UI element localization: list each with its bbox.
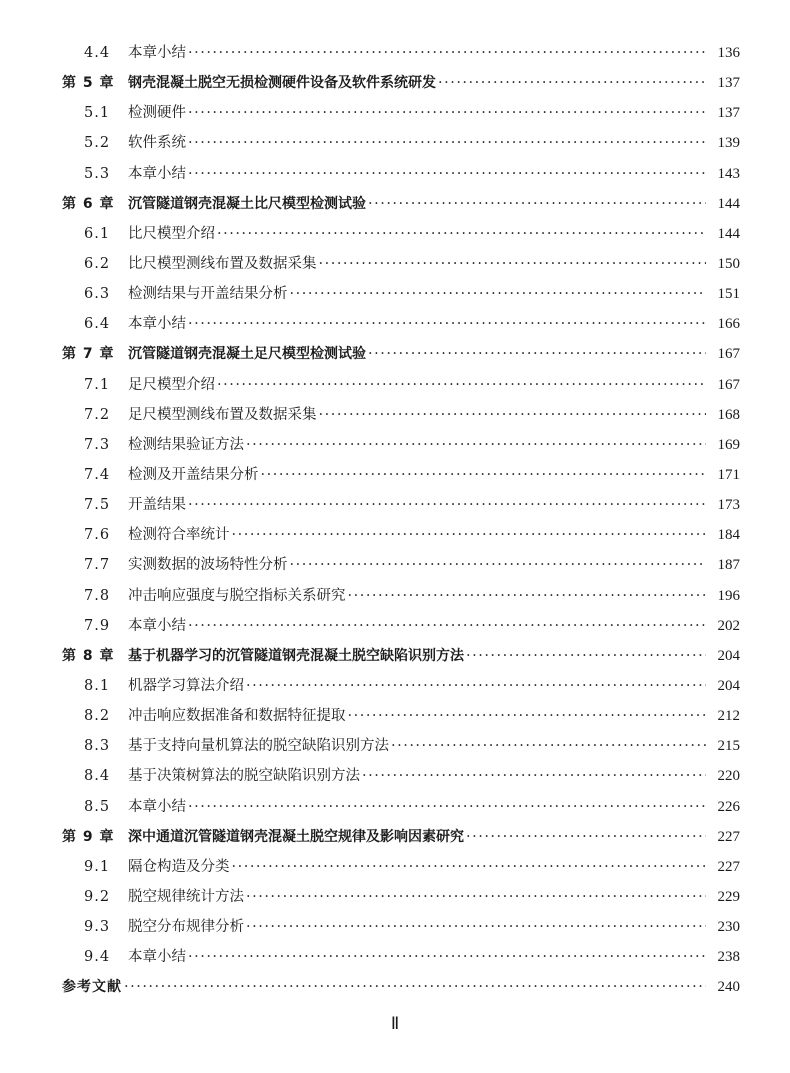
toc-entry-number: 第 5 章 [62, 75, 115, 92]
toc-entry-title: 比尺模型介绍 [128, 225, 215, 242]
toc-entry-page: 220 [717, 768, 740, 785]
toc-section-entry[interactable] [62, 550, 740, 580]
dot-leader [124, 972, 706, 1002]
toc-entry-title: 足尺模型介绍 [128, 376, 215, 393]
dot-leader [368, 339, 706, 369]
dot-leader [188, 611, 706, 641]
toc-chapter-entry[interactable] [62, 68, 740, 98]
toc-entry-title: 脱空规律统计方法 [128, 888, 244, 905]
toc-entry-number: 7.6 [84, 527, 111, 544]
toc-entry-number: 7.4 [84, 466, 111, 483]
toc-entry-number: 6.2 [84, 255, 111, 272]
toc-entry-number: 第 7 章 [62, 346, 115, 363]
toc-entry-page: 144 [717, 225, 740, 242]
toc-entry-title: 基于支持向量机算法的脱空缺陷识别方法 [128, 738, 389, 755]
toc-entry-page: 204 [717, 647, 740, 664]
toc-entry-title: 本章小结 [128, 798, 186, 815]
dot-leader [319, 400, 707, 430]
toc-entry-number: 5.1 [84, 105, 111, 122]
dot-leader [319, 249, 707, 279]
dot-leader [438, 68, 706, 98]
dot-leader [290, 279, 707, 309]
toc-entry-title: 检测及开盖结果分析 [128, 466, 259, 483]
toc-entry-title: 基于机器学习的沉管隧道钢壳混凝土脱空缺陷识别方法 [128, 647, 464, 664]
toc-entry-page: 187 [717, 557, 740, 574]
toc-entry-title: 开盖结果 [128, 497, 186, 514]
toc-section-entry[interactable] [62, 882, 740, 912]
toc-section-entry[interactable] [62, 490, 740, 520]
toc-entry-page: 215 [717, 738, 740, 755]
toc-entry-number: 7.5 [84, 497, 111, 514]
toc-section-entry[interactable] [62, 671, 740, 701]
dot-leader [466, 641, 706, 671]
toc-entry-title: 冲击响应数据准备和数据特征提取 [128, 708, 346, 725]
toc-section-entry[interactable] [62, 761, 740, 791]
dot-leader [232, 852, 707, 882]
toc-entry-page: 212 [717, 708, 740, 725]
toc-entry-number: 9.1 [84, 858, 111, 875]
dot-leader [246, 912, 706, 942]
toc-entry-page: 227 [717, 828, 740, 845]
toc-entry-title: 检测结果与开盖结果分析 [128, 286, 288, 303]
toc-entry-title: 检测结果验证方法 [128, 436, 244, 453]
toc-entry-title: 检测硬件 [128, 105, 186, 122]
toc-entry-page: 144 [717, 195, 740, 212]
toc-entry-title: 基于决策树算法的脱空缺陷识别方法 [128, 768, 360, 785]
toc-entry-page: 184 [717, 527, 740, 544]
toc-entry-title: 参考文献 [62, 979, 122, 996]
dot-leader [246, 671, 706, 701]
toc-entry-page: 204 [717, 677, 740, 694]
page-number: Ⅱ [390, 1014, 400, 1033]
dot-leader [188, 38, 706, 68]
dot-leader [246, 882, 706, 912]
toc-entry-page: 151 [717, 286, 740, 303]
toc-entry-title: 沉管隧道钢壳混凝土足尺模型检测试验 [128, 346, 366, 363]
dot-leader [466, 822, 706, 852]
toc-entry-title: 检测符合率统计 [128, 527, 230, 544]
toc-entry-title: 本章小结 [128, 949, 186, 966]
toc-section-entry[interactable] [62, 219, 740, 249]
toc-entry-number: 8.4 [84, 768, 111, 785]
dot-leader [290, 550, 707, 580]
toc-entry-page: 150 [717, 255, 740, 272]
toc-section-entry[interactable] [62, 611, 740, 641]
toc-section-entry[interactable] [62, 98, 740, 128]
toc-section-entry[interactable] [62, 38, 740, 68]
toc-entry-number: 5.3 [84, 165, 111, 182]
toc-chapter-entry[interactable] [62, 822, 740, 852]
toc-chapter-entry[interactable] [62, 189, 740, 219]
dot-leader [188, 490, 706, 520]
toc-entry-title: 脱空分布规律分析 [128, 919, 244, 936]
toc-entry-number: 8.2 [84, 708, 111, 725]
toc-entry-page: 196 [717, 587, 740, 604]
toc-entry-title: 本章小结 [128, 165, 186, 182]
toc-entry-title: 钢壳混凝土脱空无损检测硬件设备及软件系统研发 [128, 75, 436, 92]
toc-entry-page: 238 [717, 949, 740, 966]
toc-entry-page: 166 [717, 316, 740, 333]
toc-entry-number: 第 9 章 [62, 828, 115, 845]
toc-entry-title: 实测数据的波场特性分析 [128, 557, 288, 574]
table-of-contents [62, 38, 740, 1003]
toc-entry-title: 沉管隧道钢壳混凝土比尺模型检测试验 [128, 195, 366, 212]
toc-section-entry[interactable] [62, 370, 740, 400]
toc-entry-page: 226 [717, 798, 740, 815]
toc-entry-number: 6.1 [84, 225, 111, 242]
toc-section-entry[interactable] [62, 731, 740, 761]
dot-leader [368, 189, 706, 219]
toc-section-entry[interactable] [62, 249, 740, 279]
toc-section-entry[interactable] [62, 852, 740, 882]
toc-entry-number: 9.2 [84, 888, 111, 905]
dot-leader [188, 159, 706, 189]
toc-entry-number: 8.3 [84, 738, 111, 755]
dot-leader [188, 942, 706, 972]
dot-leader [246, 430, 706, 460]
dot-leader [232, 520, 707, 550]
toc-entry-page: 139 [717, 135, 740, 152]
toc-entry-number: 9.3 [84, 919, 111, 936]
toc-entry-number: 8.1 [84, 677, 111, 694]
toc-chapter-entry[interactable] [62, 339, 740, 369]
toc-entry-page: 137 [717, 105, 740, 122]
toc-entry-title: 深中通道沉管隧道钢壳混凝土脱空规律及影响因素研究 [128, 828, 464, 845]
toc-entry-number: 6.3 [84, 286, 111, 303]
toc-entry-page: 136 [717, 45, 740, 61]
toc-entry-number: 6.4 [84, 316, 111, 333]
toc-section-entry[interactable] [62, 460, 740, 490]
toc-section-entry[interactable] [62, 701, 740, 731]
toc-entry-title: 软件系统 [128, 135, 186, 152]
toc-section-entry[interactable] [62, 942, 740, 972]
toc-entry-page: 230 [717, 919, 740, 936]
toc-entry-number: 9.4 [84, 949, 111, 966]
toc-entry-page: 137 [717, 75, 740, 92]
toc-section-entry[interactable] [62, 128, 740, 158]
toc-entry-title: 冲击响应强度与脱空指标关系研究 [128, 587, 346, 604]
dot-leader [362, 761, 706, 791]
toc-section-entry[interactable] [62, 309, 740, 339]
toc-references-entry[interactable] [62, 972, 740, 1002]
toc-entry-title: 隔仓构造及分类 [128, 858, 230, 875]
toc-entry-page: 227 [717, 858, 740, 875]
toc-entry-page: 168 [717, 406, 740, 423]
toc-entry-page: 143 [717, 165, 740, 182]
toc-section-entry[interactable] [62, 581, 740, 611]
dot-leader [348, 701, 707, 731]
toc-entry-title: 本章小结 [128, 617, 186, 634]
toc-entry-title: 本章小结 [128, 45, 186, 61]
toc-entry-page: 240 [717, 979, 740, 996]
toc-entry-title: 机器学习算法介绍 [128, 677, 244, 694]
toc-entry-number: 7.1 [84, 376, 111, 393]
toc-section-entry[interactable] [62, 279, 740, 309]
toc-entry-page: 169 [717, 436, 740, 453]
toc-entry-number: 4.4 [84, 45, 111, 61]
toc-entry-number: 8.5 [84, 798, 111, 815]
dot-leader [188, 128, 706, 158]
toc-entry-page: 173 [717, 497, 740, 514]
toc-section-entry[interactable] [62, 430, 740, 460]
toc-entry-number: 7.9 [84, 617, 111, 634]
toc-section-entry[interactable] [62, 520, 740, 550]
dot-leader [261, 460, 707, 490]
toc-section-entry[interactable] [62, 912, 740, 942]
toc-entry-page: 202 [717, 617, 740, 634]
toc-entry-page: 171 [717, 466, 740, 483]
dot-leader [217, 219, 706, 249]
dot-leader [188, 309, 706, 339]
dot-leader [188, 792, 706, 822]
dot-leader [217, 370, 706, 400]
toc-section-entry[interactable] [62, 792, 740, 822]
toc-entry-title: 比尺模型测线布置及数据采集 [128, 255, 317, 272]
toc-entry-number: 第 8 章 [62, 647, 115, 664]
toc-entry-page: 167 [717, 346, 740, 363]
toc-entry-page: 167 [717, 376, 740, 393]
toc-entry-page: 229 [717, 888, 740, 905]
toc-entry-number: 7.3 [84, 436, 111, 453]
toc-section-entry[interactable] [62, 159, 740, 189]
dot-leader [348, 581, 707, 611]
toc-entry-number: 第 6 章 [62, 195, 115, 212]
dot-leader [188, 98, 706, 128]
toc-entry-number: 7.7 [84, 557, 111, 574]
toc-entry-number: 7.8 [84, 587, 111, 604]
toc-entry-number: 7.2 [84, 406, 111, 423]
toc-entry-title: 足尺模型测线布置及数据采集 [128, 406, 317, 423]
toc-section-entry[interactable] [62, 400, 740, 430]
toc-entry-number: 5.2 [84, 135, 111, 152]
toc-chapter-entry[interactable] [62, 641, 740, 671]
toc-entry-title: 本章小结 [128, 316, 186, 333]
dot-leader [391, 731, 706, 761]
